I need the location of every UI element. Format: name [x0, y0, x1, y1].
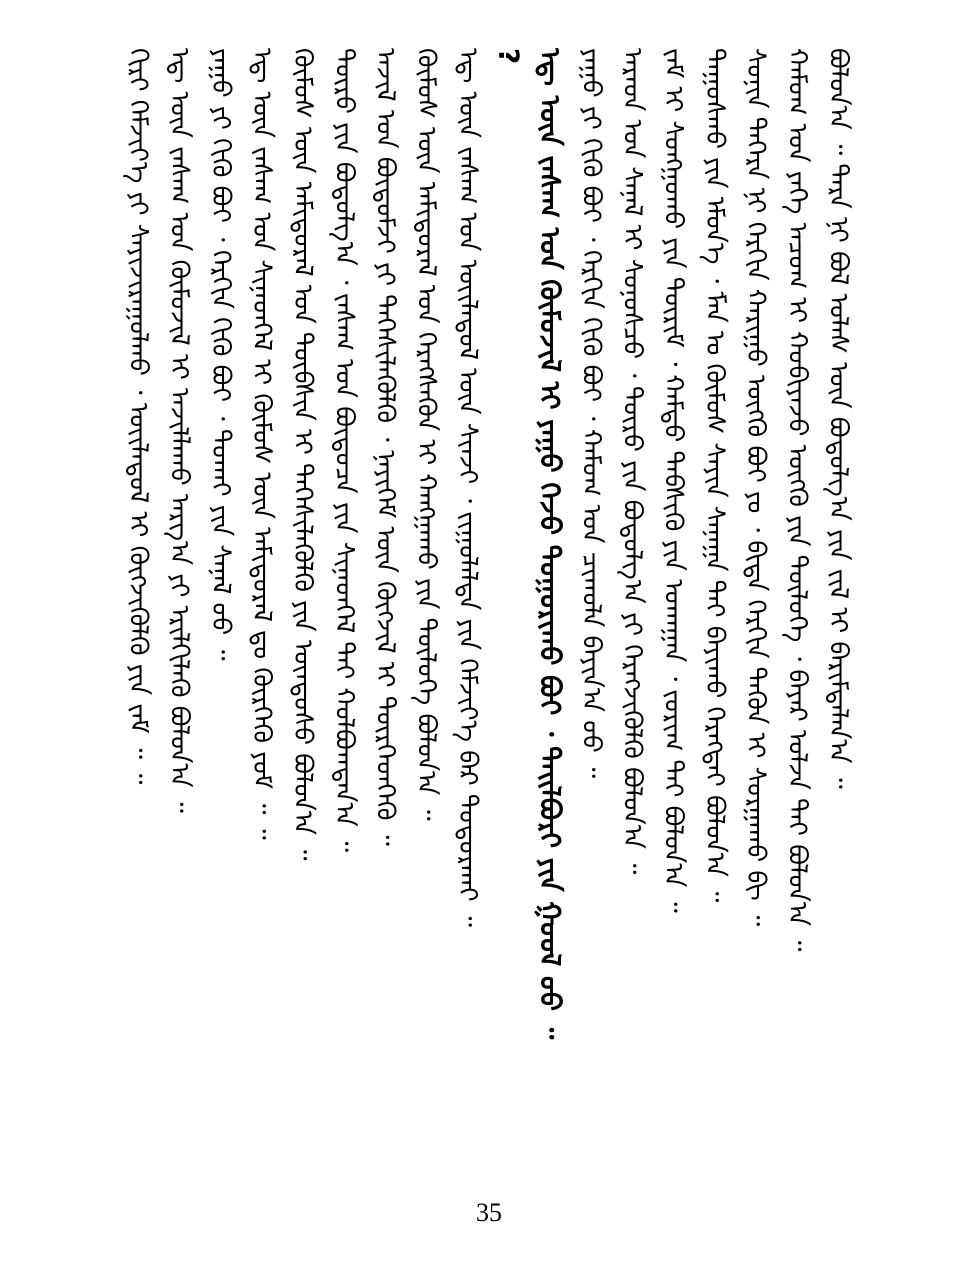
text-column: ᠬᠦᠮᠦᠰ ᠦᠨ ᠠᠮᠢᠳᠤᠷᠠᠯ ᠤᠨ ᠲᠦᠪᠰᠢᠨ ᠢ ᠳᠡᠭᠡᠰᠢᠯᠡᠭᠦᠯᠬᠦ ᠶᠢᠨ ᠦᠨᠳᠦᠰᠦ ᠪᠣᠯᠤᠨ᠎ᠠ ᠃ [287, 48, 318, 861]
text-column: ᠶᠠᠭᠤ ᠶᠢ ᠬᠢᠬᠦ ᠪᠤᠢ ᠂ ᠬᠡᠷᠬᠢᠨ ᠬᠢᠬᠦ ᠪᠤᠢ ᠂ ᠲᠤᠬᠠᠢ ᠶᠢᠨ ᠰᠠᠨᠠᠯ ᠤᠤ ᠃ [205, 48, 236, 661]
text-column: ᠶᠠᠭᠤ ᠶᠢ ᠬᠢᠬᠦ ᠪᠤᠢ ᠂ ᠬᠡᠷᠬᠢᠨ ᠬᠢᠬᠦ ᠪᠤᠢ ᠂ ᠬᠠᠮᠤᠭ ᠤᠨ ᠴᠢᠬᠤᠯᠠ ᠪᠠᠶᠢᠨ᠎ᠠ ᠤᠤ ᠃ [575, 48, 606, 779]
text-column: ᠪᠣᠯᠤᠨ᠎ᠠ ᠃ ᠲᠡᠷᠡ ᠨᠢ ᠪᠣᠯ ᠤᠯᠠᠰ ᠦᠨ ᠪᠣᠳᠤᠯᠭ᠎ᠠ ᠶᠢᠨ ᠵᠢᠯ ᠢ ᠪᠠᠷᠢᠮᠳᠠᠯᠠᠨ᠎ᠠ ᠃ [822, 48, 853, 789]
page-number: 35 [476, 1198, 502, 1227]
text-column: ᠬᠢᠷᠢ ᠬᠡᠮᠵᠢᠶ᠎ᠡ ᠶᠢ ᠰᠠᠶᠢᠵᠢᠷᠠᠭᠤᠯᠬᠤ ᠂ ᠦᠢᠯᠡᠳᠦᠯ ᠢ ᠬᠥᠭᠵᠢᠭᠦᠯᠬᠦ ᠶᠢᠨ ᠵᠠᠮ ᠃ ᠃ [123, 48, 153, 785]
text-column: ᠳᠠᠭᠤᠰᠬᠤ ᠶᠢᠨ ᠡᠮᠦᠨ᠎ᠡ ᠂ ᠮᠠᠨ ᠤ ᠬᠦᠮᠦᠰ ᠰᠠᠶᠢᠨ ᠰᠠᠨᠠᠭᠠ ᠲᠠᠢ ᠪᠠᠶᠢᠬᠤ ᠬᠡᠷᠡᠭᠲᠡᠢ ᠪᠣᠯᠤᠨ᠎ᠠ ᠃ [699, 48, 730, 903]
section-heading-question: ? [492, 48, 526, 65]
text-column: ᠠᠵᠢᠯ ᠤᠨ ᠪᠦᠲᠦᠮᠵᠢ ᠶᠢ ᠳᠡᠭᠡᠰᠢᠯᠡᠭᠦᠯᠬᠦ ᠂ ᠨᠡᠶᠢᠭᠡᠮ ᠦᠨ ᠬᠥᠭᠵᠢᠯ ᠢ ᠲᠦᠷᠭᠡᠳᠬᠡᠬᠦ ᠃ [370, 48, 401, 846]
section-heading: ᠡᠳ᠋ ᠦᠨ ᠵᠠᠰᠠᠭ ᠤᠨ ᠬᠦᠮᠦᠵᠢᠯ ᠢ ᠶᠠᠭᠤ ᠭᠡᠵᠦ ᠲᠤᠭᠤᠷᠢᠬᠤ ᠪᠤᠢ ᠂ ᠲᠠᠢᠯᠪᠤᠷᠢ ᠶᠢᠨ ᠭᠣᠣᠯ ᠤᠤ ᠃ [533, 48, 567, 1040]
text-column: ᠠᠷᠠᠳ ᠤᠨ ᠰᠠᠨᠠᠯ ᠢ ᠰᠣᠨᠣᠰᠴᠤ ᠂ ᠲᠥᠷᠦ ᠶᠢᠨ ᠪᠣᠳᠤᠯᠭ᠎ᠠ ᠶᠢ ᠬᠡᠷᠡᠭᠵᠢᠭᠦᠯᠬᠦ ᠪᠣᠯᠤᠨ᠎ᠠ ᠃ [617, 48, 648, 875]
vertical-text-block [118, 48, 858, 1188]
text-column: ᠬᠦᠮᠦᠰ ᠦᠨ ᠠᠮᠢᠳᠤᠷᠠᠯ ᠤᠨ ᠬᠡᠷᠡᠭᠰᠡᠭᠦᠨ ᠢ ᠬᠠᠩᠭᠠᠬᠤ ᠶᠢᠨ ᠲᠥᠯᠥᠭᠡ ᠪᠣᠯᠤᠨ᠎ᠠ ᠃ [411, 48, 442, 821]
text-column: ᠲᠥᠷᠦ ᠶᠢᠨ ᠪᠣᠳᠤᠯᠭ᠎ᠠ ᠂ ᠵᠠᠰᠠᠭ ᠤᠨ ᠪᠦᠲᠦᠴᠡ ᠶᠢᠨ ᠰᠢᠨᠡᠳᠬᠡᠯ ᠲᠡᠢ ᠬᠣᠯᠪᠣᠭᠳᠠᠨ᠎ᠠ ᠃ [328, 48, 359, 853]
text-column: ᠡᠳ᠋ ᠦᠨ ᠵᠠᠰᠠᠭ ᠤᠨ ᠰᠢᠨᠡᠳᠬᠡᠯ ᠢ ᠬᠦᠮᠦᠰ ᠦᠨ ᠠᠮᠢᠳᠤᠷᠠᠯ ᠳᠤ ᠬᠦᠷᠭᠡᠬᠦ ᠶᠤᠮ ᠃ ᠃ [246, 48, 277, 840]
text-column: ᠰᠣᠨᠢᠨ ᠳᠡᠭᠡᠷᠡ ᠨᠢ ᠬᠡᠷᠬᠢᠨ ᠬᠠᠷᠢᠭᠤ ᠦᠭᠬᠦ ᠪᠣᠢ ᠶᠤ ᠂ ᠪᠢᠳᠡ ᠬᠡᠷᠬᠢᠨ ᠲᠡᠭᠦᠨ ᠢ ᠰᠤᠷᠭᠠᠬᠤ ᠪᠢ ᠃ [740, 48, 771, 927]
text-column: ᠡᠳ᠋ ᠦᠨ ᠵᠠᠰᠠᠭ ᠤᠨ ᠬᠦᠮᠦᠵᠢᠯ ᠢ ᠠᠵᠢᠯᠯᠠᠬᠤ ᠠᠷᠭ᠎ᠠ ᠶᠢ ᠡᠷᠢᠯᠬᠢᠯᠡᠬᠦ ᠪᠣᠯᠤᠨ᠎ᠠ ᠃ [164, 48, 195, 813]
text-column: ᠬᠠᠮᠤᠭ ᠤᠨ ᠶᠡᠬᠡ ᠠᠴᠤᠭ ᠢ ᠬᠤᠪᠢᠶᠠᠵᠤ ᠦᠭᠬᠦ ᠶᠢᠨ ᠲᠥᠯᠥᠭᠡ ᠂ ᠪᠠᠶᠠᠷ ᠣᠯᠵᠠ ᠲᠠᠢ ᠪᠣᠯᠤᠨ᠎ᠠ ᠃ [781, 48, 812, 952]
text-column: ᠵᠠᠮ ᠢ ᠰᠣᠩᠭᠤᠬᠤ ᠶᠢᠨ ᠳᠦᠷᠢᠮ ᠂ ᠬᠠᠮᠲᠤ ᠳᠡᠪᠰᠢᠬᠦ ᠶᠢᠨ ᠤᠬᠠᠭᠠᠨ ᠂ ᠵᠣᠷᠢᠭ ᠲᠠᠢ ᠪᠣᠯᠤᠨ᠎ᠠ ᠃ [658, 48, 689, 913]
text-column: ᠡᠳ᠋ ᠦᠨ ᠵᠠᠰᠠᠭ ᠤᠨ ᠦᠢᠯᠡᠳᠦᠯ ᠦᠨ ᠰᠢᠨᠵᠢ ᠂ ᠵᠢᠭᠤᠯᠠᠯᠲᠠ ᠶᠢᠨ ᠬᠡᠮᠵᠢᠶ᠎ᠡ ᠪᠠᠷ ᠲᠣᠳᠤᠷᠬᠠᠢ ᠃ [452, 48, 483, 928]
